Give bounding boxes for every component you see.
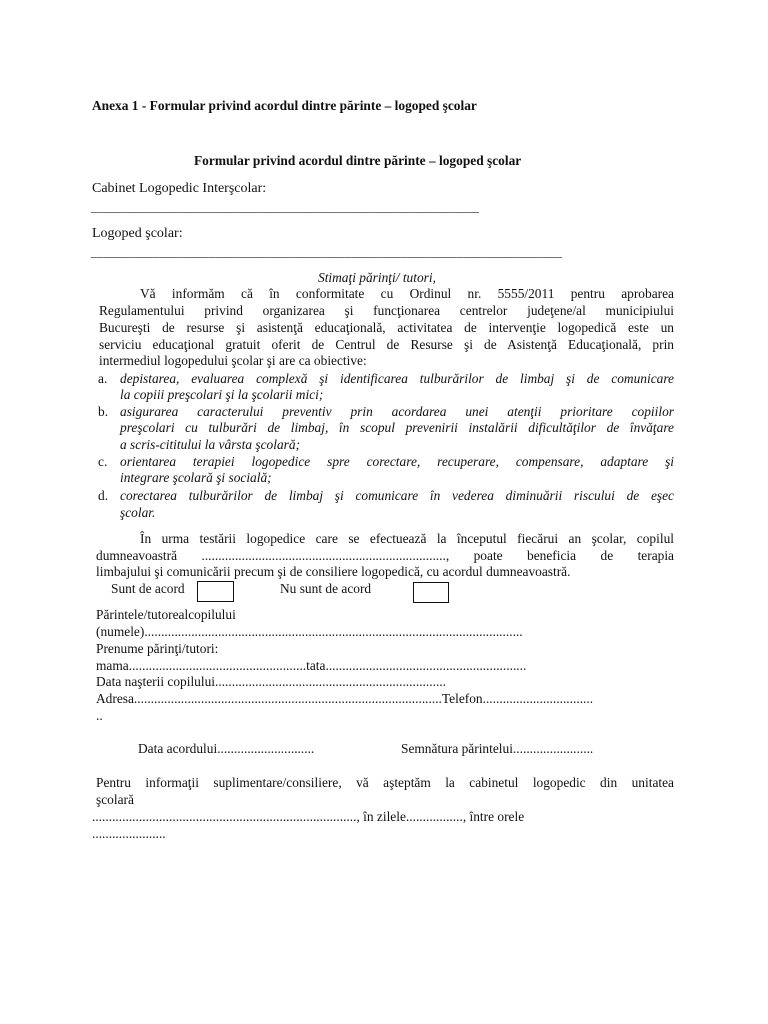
schedule-continuation: ...................... bbox=[92, 826, 166, 841]
cabinet-line: _______________________________________________________________ bbox=[91, 200, 480, 214]
agree-label: Sunt de acord bbox=[111, 581, 185, 596]
agreement-date-field[interactable]: Data acordului............................. bbox=[138, 741, 315, 756]
prenume-label: Prenume părinţi/tutori: bbox=[96, 641, 219, 656]
logoped-label: Logoped şcolar: bbox=[92, 226, 183, 241]
address-phone-field[interactable]: Adresa............................................................................................Telefon................................. bbox=[96, 691, 594, 706]
mama-tata-field[interactable]: mama.....................................................tata............................................................ bbox=[96, 658, 527, 673]
form-title: Formular privind acordul dintre părinte – logoped şcolar bbox=[194, 153, 522, 168]
birth-date-field[interactable]: Data naşterii copilului..................................................................... bbox=[96, 674, 446, 689]
disagree-checkbox[interactable] bbox=[413, 582, 449, 603]
address-continuation: .. bbox=[96, 708, 103, 723]
disagree-label: Nu sunt de acord bbox=[280, 581, 372, 596]
annex-title: Anexa 1 - Formular privind acordul dintre părinte – logoped şcolar bbox=[92, 98, 477, 113]
parent-name-field[interactable]: (numele)................................................................................................................. bbox=[96, 624, 523, 639]
logoped-line: ____________________________________________________________________________ bbox=[91, 245, 563, 259]
parent-label: Părintele/tutorealcopilului bbox=[96, 607, 236, 622]
agree-checkbox[interactable] bbox=[197, 581, 234, 602]
schedule-field[interactable]: ..............................................................................., în zilele................., între orele bbox=[92, 809, 525, 824]
signature-field[interactable]: Semnătura părintelui........................ bbox=[401, 741, 594, 756]
cabinet-label: Cabinet Logopedic Interşcolar: bbox=[92, 181, 267, 196]
salutation: Stimaţi părinţi/ tutori, bbox=[318, 270, 436, 285]
